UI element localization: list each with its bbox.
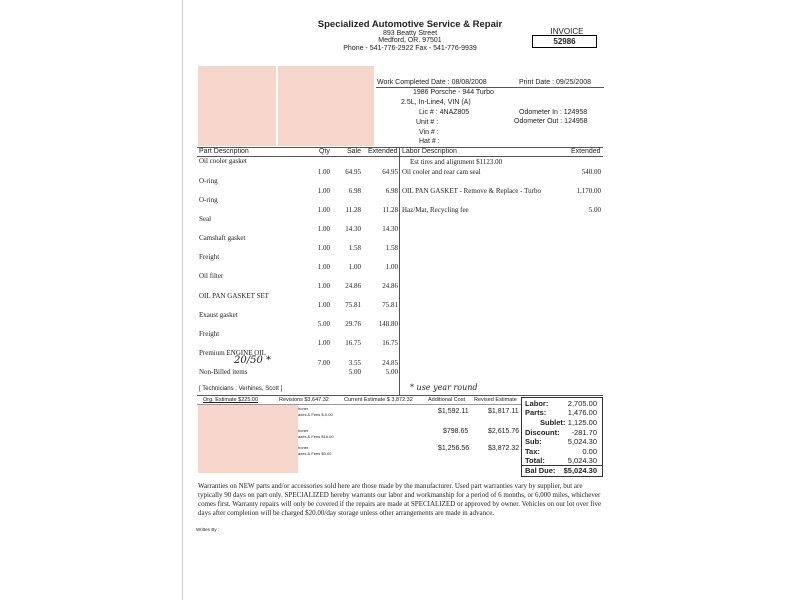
parts-header-qty: Qty	[319, 148, 330, 155]
part-ext: 6.98	[385, 187, 398, 195]
vehicle-lic: Lic # : 4NAZ805	[419, 109, 470, 116]
part-desc: Exaust gasket	[199, 311, 238, 319]
total-label: Labor:	[525, 399, 549, 408]
part-ext: 75.81	[382, 301, 398, 309]
part-qty: 1.00	[317, 225, 330, 233]
revisions: Revisions $3,647.32	[279, 397, 329, 403]
labor-header-ext: Extended	[571, 148, 601, 155]
vehicle-vin: Vin # :	[419, 129, 439, 136]
part-ext: 148.80	[378, 320, 398, 328]
part-qty: 1.00	[317, 301, 330, 309]
labor-header-desc: Labor Description	[402, 148, 457, 155]
part-qty: 7.00	[317, 359, 330, 367]
part-sale: 11.28	[345, 206, 361, 214]
table-divider	[399, 147, 400, 395]
part-desc: Freight	[199, 330, 220, 338]
estimate-revised: $2,615.76	[488, 428, 520, 435]
total-label: Bal Due:	[525, 466, 556, 475]
part-desc: Oil filter	[199, 272, 224, 280]
part-ext: 16.75	[382, 339, 398, 347]
total-value: 1,125.00	[567, 418, 597, 427]
estimate-additional: $798.65	[443, 428, 469, 435]
divider	[376, 87, 604, 88]
total-label: Discount:	[525, 428, 560, 437]
vehicle-unit: Unit # :	[416, 119, 439, 126]
part-ext: 24.86	[382, 282, 398, 290]
parts-header-sale: Sale	[347, 148, 362, 155]
part-qty: 1.00	[317, 187, 330, 195]
print-date: Print Date : 09/25/2008	[519, 79, 591, 86]
shop-name: Specialized Automotive Service & Repair	[317, 19, 503, 30]
scan-edge	[182, 0, 183, 600]
total-label: Total:	[525, 456, 545, 465]
estimate-additional: $1,256.56	[438, 445, 470, 452]
part-desc: Camshaft gasket	[199, 234, 246, 242]
handwritten-note: * use year round	[410, 383, 478, 392]
total-value: 0.00	[582, 447, 597, 456]
written-by: Written By :	[196, 527, 220, 532]
labor-ext: 5.00	[588, 206, 601, 214]
part-sale: 64.95	[345, 168, 361, 176]
total-label: Parts:	[525, 408, 547, 417]
parts-header-ext: Extended	[368, 148, 398, 155]
part-sale: 16.75	[345, 339, 361, 347]
redaction-estimate	[198, 405, 298, 473]
table-header-line	[197, 156, 603, 157]
part-sale: 1.00	[348, 263, 361, 271]
redaction-customer	[198, 66, 276, 146]
part-sale: 75.81	[345, 301, 361, 309]
part-ext: 1.58	[385, 244, 398, 252]
part-desc: OIL PAN GASKET SET	[199, 292, 269, 300]
part-ext: 64.95	[382, 168, 398, 176]
shop-city: Medford, OR. 97501	[378, 37, 442, 44]
total-value: 1,476.00	[567, 408, 597, 417]
labor-ext: 540.00	[581, 168, 601, 176]
estimate-note: honer axes & Fees $-0.00	[298, 406, 333, 417]
part-sale: 1.58	[348, 244, 361, 252]
part-desc: Seal	[199, 215, 212, 223]
non-billed-label: Non-Billed items	[199, 368, 248, 376]
estimate-note: honer axes & Fees $0.00	[298, 445, 332, 456]
vehicle-hat: Hat # :	[419, 138, 440, 145]
part-sale: 29.76	[345, 320, 361, 328]
additional-cost-header: Additional Cost	[428, 397, 465, 403]
part-qty: 1.00	[317, 339, 330, 347]
warranty-text: Warranties on NEW parts and/or accessories sold here are those made by the manufacturer. Used part warranties vary by supplier, but are typically 90 days on part only. SPECIALIZED hereby warrants our labor and workmanship for a period of 6 months, or 6,000 miles, whichever comes first. Warranty repairs will only be covered if the repairs are made at SPECIALIZED or approved by owner. Vehicles on our lot over five days after completion will be charged $20.00/day storage unless other arrangements are made in advance.	[198, 482, 602, 517]
part-desc: O-ring	[199, 177, 218, 185]
total-label: Sub:	[525, 437, 542, 446]
non-billed-ext: 5.00	[385, 368, 398, 376]
technicians: [ Technicians : Verhines, Scott ]	[199, 386, 283, 392]
vehicle-model: 1986 Porsche - 944 Turbo	[413, 89, 494, 96]
part-desc: Premium ENGINE OIL	[199, 349, 266, 357]
total-value: 5,024.30	[567, 437, 597, 446]
total-value: -281.70	[571, 428, 597, 437]
part-desc: Oil cooler gasket	[199, 157, 247, 165]
part-sale: 14.30	[345, 225, 361, 233]
shop-street: 893 Beatty Street	[382, 30, 438, 37]
estimate-note: honer axes & Fees $16.00	[298, 428, 334, 439]
total-value: 5,024.30	[567, 456, 597, 465]
parts-header-desc: Part Description	[199, 148, 249, 155]
redaction-customer-2	[278, 66, 374, 146]
total-value: $5,024.30	[563, 466, 597, 475]
labor-ext: 1,170.00	[576, 187, 601, 195]
part-qty: 1.00	[317, 244, 330, 252]
part-qty: 1.00	[317, 282, 330, 290]
estimate-additional: $1,592.11	[438, 408, 469, 415]
part-qty: 5.00	[317, 320, 330, 328]
labor-desc: Haz/Mat, Recycling fee	[402, 206, 469, 214]
labor-desc: OIL PAN GASKET - Remove & Replace - Turbo	[402, 187, 541, 195]
part-qty: 1.00	[317, 206, 330, 214]
part-sale: 6.98	[348, 187, 361, 195]
part-ext: 24.85	[382, 359, 398, 367]
total-label: Sublet:	[540, 418, 566, 427]
labor-desc: Est tires and alignment $1123.00	[410, 158, 503, 166]
part-sale: 24.86	[345, 282, 361, 290]
table-top-line	[197, 147, 603, 148]
estimate-revised: $3,872.32	[488, 445, 520, 452]
part-sale: 3.55	[348, 359, 361, 367]
odometer-out: Odometer Out : 124958	[514, 118, 588, 125]
work-completed-date: Work Completed Date : 08/08/2008	[377, 79, 487, 86]
revised-estimate-header: Revised Estimate	[474, 397, 517, 403]
estimate-revised: $1,817.11	[488, 408, 519, 415]
part-ext: 1.00	[385, 263, 398, 271]
non-billed-sale: 5.00	[348, 368, 361, 376]
total-value: 2,705.00	[567, 399, 597, 408]
part-desc: Freight	[199, 253, 220, 261]
part-desc: O-ring	[199, 196, 218, 204]
invoice-label: INVOICE	[550, 27, 584, 36]
invoice-number: 52986	[532, 35, 597, 48]
part-ext: 11.28	[382, 206, 398, 214]
handwritten-oil-grade: 20/50 *	[234, 355, 271, 366]
org-estimate: Org. Estimate $225.00	[203, 397, 259, 403]
table-bottom-line	[197, 395, 603, 396]
odometer-in: Odometer In : 124958	[519, 109, 588, 116]
vehicle-engine: 2.5L, In-Line4, VIN (A)	[401, 99, 471, 106]
current-estimate: Current Estimate $ 3,872.32	[344, 397, 413, 403]
labor-desc: Oil cooler and rear cam seal	[402, 168, 481, 176]
part-qty: 1.00	[317, 263, 330, 271]
shop-phone: Phone - 541-776-2922 Fax - 541-776-9939	[343, 45, 477, 52]
part-qty: 1.00	[317, 168, 330, 176]
total-label: Tax:	[525, 447, 540, 456]
part-ext: 14.30	[382, 225, 398, 233]
